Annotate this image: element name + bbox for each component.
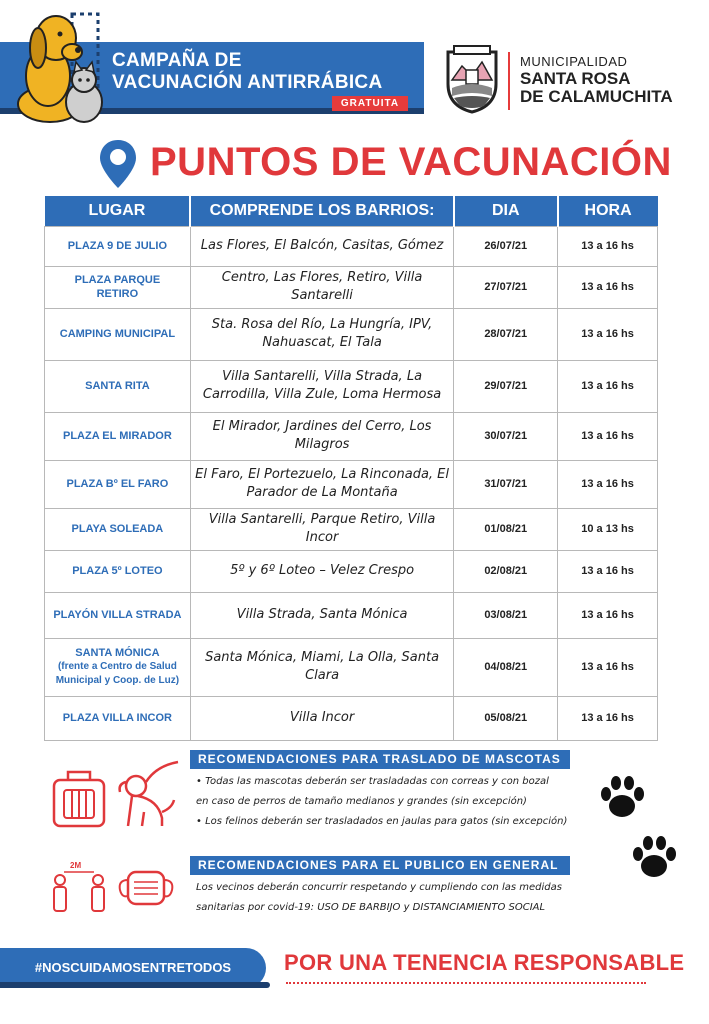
- table-header-row: [45, 196, 658, 226]
- place-cell: [45, 638, 191, 696]
- pets-rec-line1: • Todas las mascotas deberán ser trasladadas con correas y con bozal: [196, 776, 549, 787]
- campaign-free-badge: GRATUITA: [332, 96, 408, 111]
- campaign-title-line2: VACUNACIÓN ANTIRRÁBICA: [112, 72, 383, 93]
- place-cell: [45, 308, 191, 360]
- table-row: [45, 266, 658, 308]
- time-cell: 13 a 16 hs: [558, 638, 658, 696]
- distance-label: 2M: [70, 861, 82, 870]
- slogan: POR UNA TENENCIA RESPONSABLE: [284, 950, 685, 975]
- table-row: [45, 592, 658, 638]
- public-rec-line1: Los vecinos deberán concurrir respetando y cumpliendo con las medidas: [196, 882, 562, 893]
- barrios-cell: Santa Mónica, Miami, La Olla, Santa Clara: [190, 638, 454, 696]
- barrios-cell: El Mirador, Jardines del Cerro, Los Milagros: [190, 412, 454, 460]
- barrios-cell: Sta. Rosa del Río, La Hungría, IPV, Nahuascat, El Tala: [190, 308, 454, 360]
- paw-print-icon: [630, 834, 678, 880]
- date-cell: 28/07/21: [454, 308, 558, 360]
- social-distancing-icon: [50, 858, 108, 914]
- place-cell: [45, 360, 191, 412]
- place-cell: [45, 460, 191, 508]
- barrios-cell: Las Flores, El Balcón, Casitas, Gómez: [190, 226, 454, 266]
- slogan-underline: [286, 982, 646, 984]
- municipality-divider: [508, 52, 510, 110]
- table-row: [45, 696, 658, 740]
- time-cell: 10 a 13 hs: [558, 508, 658, 550]
- municipality-name: [520, 70, 673, 106]
- table-row: [45, 412, 658, 460]
- date-cell: 03/08/21: [454, 592, 558, 638]
- vaccination-schedule-table: [44, 196, 658, 741]
- leashed-dog-icon: [112, 760, 182, 832]
- public-rec-line2: sanitarias por covid-19: USO DE BARBIJO y DISTANCIAMIENTO SOCIAL: [196, 902, 546, 913]
- public-recommendation-title: RECOMENDACIONES PARA EL PUBLICO EN GENERAL: [190, 856, 570, 875]
- table-row: [45, 360, 658, 412]
- barrios-cell: Villa Santarelli, Villa Strada, La Carrodilla, Villa Zule, Loma Hermosa: [190, 360, 454, 412]
- header-dia: DIA: [454, 196, 558, 226]
- time-cell: 13 a 16 hs: [558, 696, 658, 740]
- date-cell: 05/08/21: [454, 696, 558, 740]
- place-name: PLAYÓN VILLA STRADA: [53, 609, 182, 621]
- time-cell: 13 a 16 hs: [558, 592, 658, 638]
- municipality-crest-icon: [444, 44, 500, 114]
- table-row: [45, 550, 658, 592]
- place-name: PLAZA PARQUE RETIRO: [74, 274, 161, 300]
- barrios-cell: Centro, Las Flores, Retiro, Villa Santarelli: [190, 266, 454, 308]
- header-lugar: LUGAR: [45, 196, 191, 226]
- place-note: (frente a Centro de Salud Municipal y Coop. de Luz): [55, 661, 180, 686]
- table-row: [45, 460, 658, 508]
- date-cell: 02/08/21: [454, 550, 558, 592]
- barrios-cell: 5º y 6º Loteo – Velez Crespo: [190, 550, 454, 592]
- hashtag-banner-accent: [0, 982, 270, 988]
- header-hora: HORA: [558, 196, 658, 226]
- time-cell: 13 a 16 hs: [558, 412, 658, 460]
- table-row: [45, 226, 658, 266]
- place-cell: [45, 266, 191, 308]
- pets-rec-line3: • Los felinos deberán ser trasladados en jaulas para gatos (sin excepción): [196, 816, 568, 827]
- municipality-name-line2: DE CALAMUCHITA: [520, 87, 673, 106]
- place-name: SANTA MÓNICA: [75, 647, 160, 659]
- page-title: PUNTOS DE VACUNACIÓN: [150, 140, 672, 184]
- place-cell: [45, 412, 191, 460]
- time-cell: 13 a 16 hs: [558, 226, 658, 266]
- date-cell: 01/08/21: [454, 508, 558, 550]
- face-mask-icon: [116, 868, 176, 908]
- place-name: CAMPING MUNICIPAL: [59, 328, 176, 340]
- time-cell: 13 a 16 hs: [558, 308, 658, 360]
- date-cell: 31/07/21: [454, 460, 558, 508]
- place-name: SANTA RITA: [85, 380, 150, 392]
- date-cell: 04/08/21: [454, 638, 558, 696]
- place-name: PLAZA VILLA INCOR: [62, 712, 172, 724]
- pets-rec-line2: en caso de perros de tamaño medianos y grandes (sin excepción): [196, 796, 527, 807]
- place-cell: [45, 226, 191, 266]
- municipality-name-line1: SANTA ROSA: [520, 69, 631, 88]
- date-cell: 26/07/21: [454, 226, 558, 266]
- table-row: [45, 308, 658, 360]
- date-cell: 27/07/21: [454, 266, 558, 308]
- public-recommendation-text: [196, 878, 562, 918]
- place-cell: [45, 550, 191, 592]
- table-row: [45, 638, 658, 696]
- table-row: [45, 508, 658, 550]
- campaign-title: [112, 50, 382, 94]
- place-name: PLAYA SOLEADA: [71, 523, 164, 535]
- barrios-cell: Villa Strada, Santa Mónica: [190, 592, 454, 638]
- pets-recommendation-text: [196, 772, 567, 832]
- header-barrios: COMPRENDE LOS BARRIOS:: [190, 196, 454, 226]
- time-cell: 13 a 16 hs: [558, 460, 658, 508]
- place-name: PLAZA Bº EL FARO: [66, 478, 169, 490]
- date-cell: 30/07/21: [454, 412, 558, 460]
- dog-cat-mascot-icon: [12, 8, 110, 126]
- barrios-cell: Villa Incor: [190, 696, 454, 740]
- date-cell: 29/07/21: [454, 360, 558, 412]
- barrios-cell: Villa Santarelli, Parque Retiro, Villa Incor: [190, 508, 454, 550]
- location-pin-icon: [98, 138, 138, 190]
- place-cell: [45, 696, 191, 740]
- place-cell: [45, 508, 191, 550]
- place-name: PLAZA 9 DE JULIO: [67, 240, 167, 252]
- barrios-cell: El Faro, El Portezuelo, La Rinconada, El Parador de La Montaña: [190, 460, 454, 508]
- pet-carrier-icon: [50, 768, 108, 830]
- municipality-label: MUNICIPALIDAD: [520, 54, 628, 69]
- place-name: PLAZA 5º LOTEO: [72, 565, 163, 577]
- hashtag-banner: #NOSCUIDAMOSENTRETODOS: [0, 948, 266, 988]
- place-cell: [45, 592, 191, 638]
- place-name: PLAZA EL MIRADOR: [63, 430, 172, 442]
- paw-print-icon: [598, 774, 646, 820]
- time-cell: 13 a 16 hs: [558, 550, 658, 592]
- campaign-title-line1: CAMPAÑA DE: [112, 50, 242, 71]
- time-cell: 13 a 16 hs: [558, 266, 658, 308]
- time-cell: 13 a 16 hs: [558, 360, 658, 412]
- pets-recommendation-title: RECOMENDACIONES PARA TRASLADO DE MASCOTAS: [190, 750, 570, 769]
